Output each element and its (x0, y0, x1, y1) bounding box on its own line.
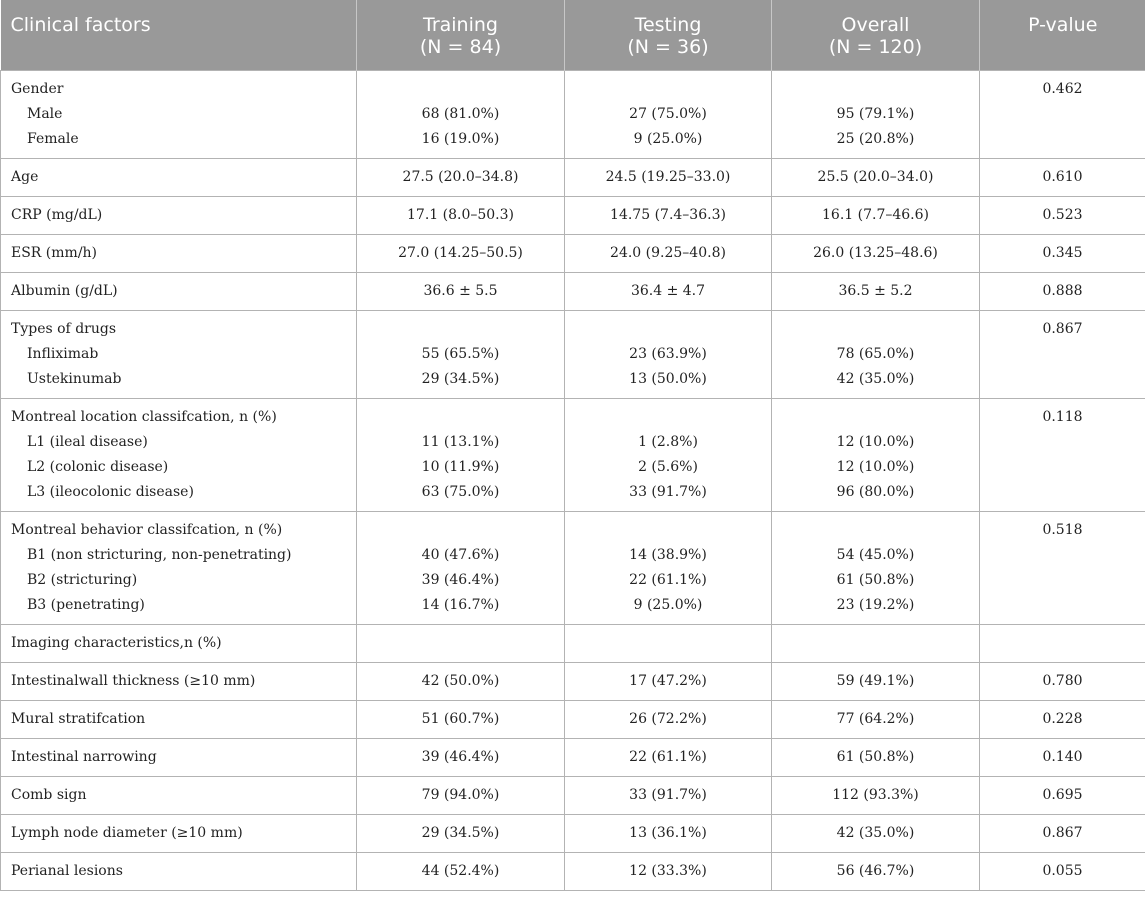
overall-value: 61 (50.8%) (836, 571, 915, 588)
spacer (565, 71, 771, 102)
testing-value: 14.75 (7.4–36.3) (610, 206, 726, 223)
spacer (357, 71, 564, 102)
factor-label: Intestinalwall thickness (≥10 mm) (11, 672, 256, 689)
training-cell (357, 776, 565, 814)
overall-cell (772, 662, 980, 700)
training-cell (357, 234, 565, 272)
factor-label: Types of drugs (11, 320, 117, 337)
header-clinical-factors: Clinical factors (1, 0, 357, 70)
p-value-cell (980, 662, 1145, 700)
testing-value: 13 (36.1%) (629, 824, 707, 841)
factor-cell (1, 700, 357, 738)
overall-value: 25.5 (20.0–34.0) (817, 168, 934, 185)
factor-cell (1, 310, 357, 398)
overall-cell (772, 158, 980, 196)
overall-cell (772, 272, 980, 310)
overall-value: 56 (46.7%) (836, 862, 915, 879)
factor-label: Lymph node diameter (≥10 mm) (11, 824, 243, 841)
factor-cell (1, 272, 357, 310)
training-value: 55 (65.5%) (421, 345, 500, 362)
table-row (1, 662, 1145, 700)
p-value-cell (980, 196, 1145, 234)
subcategory-label: Ustekinumab (27, 370, 122, 387)
subcategory-label: L1 (ileal disease) (27, 433, 148, 450)
overall-cell (772, 310, 980, 398)
table-row (1, 738, 1145, 776)
testing-value: 24.5 (19.25–33.0) (605, 168, 731, 185)
spacer (357, 311, 564, 342)
testing-value (565, 625, 771, 656)
spacer (772, 311, 979, 342)
table-row (1, 398, 1145, 511)
training-value: 39 (46.4%) (421, 748, 500, 765)
p-value-cell (980, 511, 1145, 624)
testing-cell (565, 662, 772, 700)
testing-cell (565, 776, 772, 814)
overall-value: 78 (65.0%) (836, 345, 915, 362)
table-row (1, 272, 1145, 310)
factor-cell (1, 624, 357, 662)
factor-cell (1, 852, 357, 890)
training-value: 29 (34.5%) (421, 370, 500, 387)
testing-value: 33 (91.7%) (629, 786, 707, 803)
header-testing (565, 0, 772, 70)
factor-label: Gender (11, 80, 64, 97)
spacer (357, 512, 564, 543)
p-value-cell (980, 852, 1145, 890)
testing-cell (565, 70, 772, 158)
factor-cell (1, 776, 357, 814)
factor-label: Montreal location classifcation, n (%) (11, 408, 277, 425)
factor-cell (1, 158, 357, 196)
header-training-title: Training (423, 14, 498, 36)
overall-value: 12 (10.0%) (836, 433, 915, 450)
subcategory-label: B1 (non stricturing, non-penetrating) (27, 546, 292, 563)
overall-cell (772, 70, 980, 158)
testing-value: 26 (72.2%) (629, 710, 707, 727)
spacer (772, 399, 979, 430)
table-row (1, 776, 1145, 814)
factor-cell (1, 814, 357, 852)
header-row (1, 0, 1145, 70)
training-value: 16 (19.0%) (421, 130, 500, 147)
training-value: 17.1 (8.0–50.3) (407, 206, 514, 223)
training-value: 79 (94.0%) (421, 786, 500, 803)
overall-value: 112 (93.3%) (832, 786, 919, 803)
factor-label: CRP (mg/dL) (11, 206, 103, 223)
training-cell (357, 852, 565, 890)
p-value-cell (980, 624, 1145, 662)
overall-value: 61 (50.8%) (836, 748, 915, 765)
testing-value: 14 (38.9%) (629, 546, 707, 563)
p-value-cell (980, 738, 1145, 776)
testing-cell (565, 196, 772, 234)
training-cell (357, 272, 565, 310)
factor-label: Perianal lesions (11, 862, 123, 879)
factor-label: ESR (mm/h) (11, 244, 98, 261)
training-value: 10 (11.9%) (421, 458, 500, 475)
p-value-cell (980, 158, 1145, 196)
p-value: 0.140 (1042, 748, 1083, 765)
p-value-cell (980, 272, 1145, 310)
overall-value: 16.1 (7.7–46.6) (822, 206, 929, 223)
subcategory-label: B3 (penetrating) (27, 596, 145, 613)
overall-value: 42 (35.0%) (836, 370, 915, 387)
training-value (357, 625, 564, 656)
subcategory-label: Female (27, 130, 79, 147)
table-row (1, 511, 1145, 624)
testing-value: 23 (63.9%) (629, 345, 707, 362)
factor-label: Age (11, 168, 39, 185)
overall-value: 42 (35.0%) (836, 824, 915, 841)
factor-cell (1, 662, 357, 700)
subcategory-label: Infliximab (27, 345, 99, 362)
p-value: 0.518 (1042, 521, 1083, 538)
subcategory-label: L3 (ileocolonic disease) (27, 483, 194, 500)
training-cell (357, 196, 565, 234)
spacer (772, 71, 979, 102)
overall-value: 54 (45.0%) (836, 546, 915, 563)
testing-cell (565, 511, 772, 624)
training-value: 40 (47.6%) (421, 546, 500, 563)
training-cell (357, 700, 565, 738)
testing-cell (565, 272, 772, 310)
testing-cell (565, 624, 772, 662)
overall-cell (772, 852, 980, 890)
overall-value: 96 (80.0%) (836, 483, 915, 500)
table-header (1, 0, 1145, 70)
p-value: 0.228 (1042, 710, 1083, 727)
subcategory-label: Male (27, 105, 63, 122)
testing-value: 9 (25.0%) (633, 596, 703, 613)
factor-label: Mural stratifcation (11, 710, 146, 727)
overall-cell (772, 738, 980, 776)
factor-cell (1, 234, 357, 272)
p-value: 0.055 (1042, 862, 1083, 879)
spacer (565, 399, 771, 430)
testing-value: 27 (75.0%) (629, 105, 707, 122)
overall-cell (772, 700, 980, 738)
testing-cell (565, 234, 772, 272)
spacer (357, 399, 564, 430)
overall-cell (772, 776, 980, 814)
header-training (357, 0, 565, 70)
p-value: 0.780 (1042, 672, 1083, 689)
testing-value: 2 (5.6%) (638, 458, 698, 475)
testing-cell (565, 398, 772, 511)
testing-value: 1 (2.8%) (638, 433, 698, 450)
p-value-cell (980, 310, 1145, 398)
overall-cell (772, 234, 980, 272)
training-cell (357, 158, 565, 196)
table-row (1, 234, 1145, 272)
p-value-cell (980, 776, 1145, 814)
p-value: 0.462 (1042, 80, 1083, 97)
overall-value: 23 (19.2%) (836, 596, 915, 613)
testing-value: 33 (91.7%) (629, 483, 707, 500)
testing-cell (565, 700, 772, 738)
p-value-cell (980, 398, 1145, 511)
testing-value: 22 (61.1%) (629, 748, 707, 765)
training-cell (357, 310, 565, 398)
factor-cell (1, 70, 357, 158)
p-value: 0.118 (1042, 408, 1083, 425)
p-value-cell (980, 234, 1145, 272)
testing-value: 24.0 (9.25–40.8) (610, 244, 726, 261)
p-value-cell (980, 700, 1145, 738)
header-testing-n: (N = 36) (627, 36, 709, 58)
testing-cell (565, 158, 772, 196)
subcategory-label: B2 (stricturing) (27, 571, 138, 588)
table-row (1, 196, 1145, 234)
training-cell (357, 624, 565, 662)
factor-cell (1, 738, 357, 776)
header-overall-n: (N = 120) (828, 36, 923, 58)
factor-cell (1, 511, 357, 624)
testing-value: 22 (61.1%) (629, 571, 707, 588)
testing-value: 17 (47.2%) (629, 672, 707, 689)
spacer (772, 512, 979, 543)
training-cell (357, 662, 565, 700)
training-cell (357, 398, 565, 511)
spacer (565, 512, 771, 543)
training-value: 36.6 ± 5.5 (423, 282, 498, 299)
overall-value: 59 (49.1%) (836, 672, 915, 689)
p-value: 0.867 (1042, 320, 1083, 337)
training-cell (357, 70, 565, 158)
training-value: 63 (75.0%) (421, 483, 500, 500)
table-row (1, 158, 1145, 196)
training-value: 68 (81.0%) (421, 105, 500, 122)
overall-cell (772, 196, 980, 234)
training-value: 51 (60.7%) (421, 710, 500, 727)
p-value: 0.695 (1042, 786, 1083, 803)
subcategory-label: L2 (colonic disease) (27, 458, 169, 475)
table-body (1, 70, 1145, 890)
overall-value: 25 (20.8%) (836, 130, 915, 147)
p-value: 0.523 (1042, 206, 1083, 223)
p-value: 0.610 (1042, 168, 1083, 185)
testing-cell (565, 738, 772, 776)
overall-value: 77 (64.2%) (836, 710, 915, 727)
testing-cell (565, 310, 772, 398)
header-overall (772, 0, 980, 70)
table-row (1, 700, 1145, 738)
training-cell (357, 814, 565, 852)
overall-cell (772, 624, 980, 662)
training-cell (357, 511, 565, 624)
factor-label: Albumin (g/dL) (11, 282, 118, 299)
p-value: 0.888 (1042, 282, 1083, 299)
p-value-cell (980, 814, 1145, 852)
header-testing-title: Testing (634, 14, 702, 36)
table-row (1, 310, 1145, 398)
factor-cell (1, 196, 357, 234)
training-value: 44 (52.4%) (421, 862, 500, 879)
header-p-value: P-value (980, 0, 1145, 70)
table-row (1, 70, 1145, 158)
testing-value: 9 (25.0%) (633, 130, 703, 147)
table-row (1, 852, 1145, 890)
testing-value: 12 (33.3%) (629, 862, 707, 879)
factor-label: Intestinal narrowing (11, 748, 157, 765)
training-value: 14 (16.7%) (421, 596, 500, 613)
p-value (980, 625, 1145, 656)
factor-cell (1, 398, 357, 511)
factor-label: Comb sign (11, 786, 87, 803)
training-value: 27.5 (20.0–34.8) (402, 168, 519, 185)
overall-cell (772, 814, 980, 852)
overall-cell (772, 511, 980, 624)
training-value: 29 (34.5%) (421, 824, 500, 841)
testing-value: 36.4 ± 4.7 (630, 282, 706, 299)
header-overall-title: Overall (841, 14, 910, 36)
overall-value: 95 (79.1%) (836, 105, 915, 122)
overall-value: 12 (10.0%) (836, 458, 915, 475)
factor-label: Imaging characteristics,n (%) (11, 634, 222, 651)
overall-value: 36.5 ± 5.2 (838, 282, 913, 299)
header-training-n: (N = 84) (419, 36, 502, 58)
factor-label: Montreal behavior classifcation, n (%) (11, 521, 283, 538)
p-value: 0.345 (1042, 244, 1083, 261)
training-value: 42 (50.0%) (421, 672, 500, 689)
table-row (1, 624, 1145, 662)
testing-value: 13 (50.0%) (629, 370, 707, 387)
p-value: 0.867 (1042, 824, 1083, 841)
training-value: 27.0 (14.25–50.5) (398, 244, 523, 261)
overall-cell (772, 398, 980, 511)
overall-value (772, 625, 979, 656)
training-cell (357, 738, 565, 776)
p-value-cell (980, 70, 1145, 158)
overall-value: 26.0 (13.25–48.6) (813, 244, 938, 261)
training-value: 11 (13.1%) (421, 433, 500, 450)
testing-cell (565, 852, 772, 890)
table-row (1, 814, 1145, 852)
testing-cell (565, 814, 772, 852)
training-value: 39 (46.4%) (421, 571, 500, 588)
spacer (565, 311, 771, 342)
